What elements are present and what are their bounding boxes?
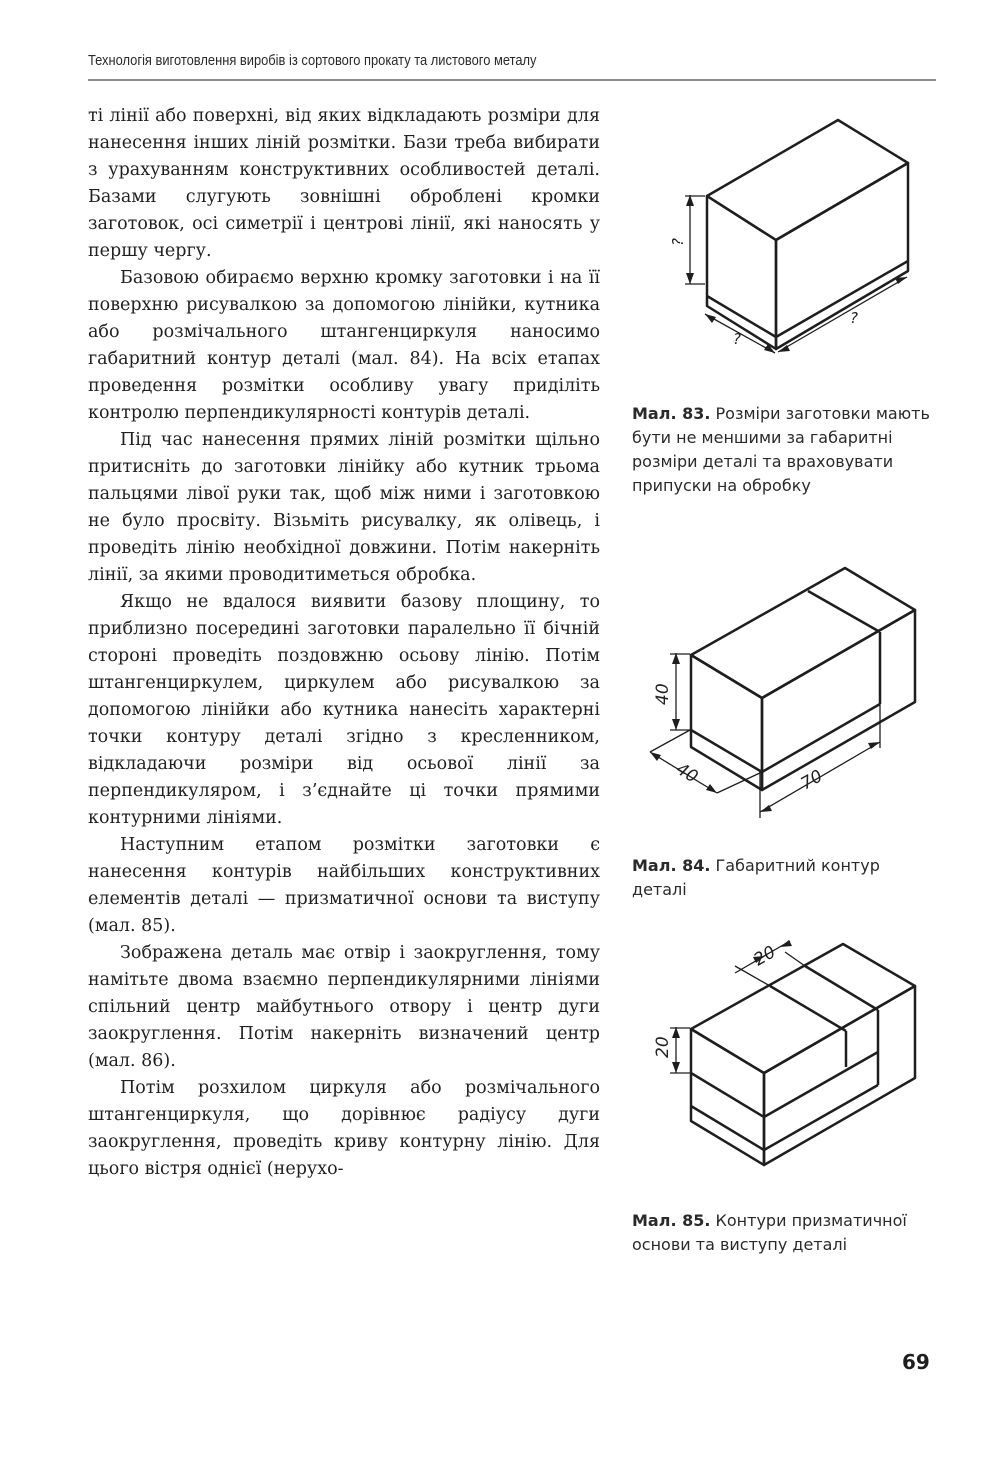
figure-84-drawing: [640, 560, 940, 830]
paragraph: Під час нанесення прямих ліній розмітки щільно притисніть до заготовки лінійку або кутник трьома пальцями лівої руки так, щоб між ними і заготовкою не було просвіту. Візьміть рисувалку, як олівець, і проведіть лінію необхідної довжини. Потім накерніть лінії, за якими проводитиметься обробка.: [88, 430, 600, 585]
header-rule: [88, 79, 936, 81]
figure-83-caption: [632, 402, 932, 498]
figure-label: Мал. 85.: [632, 1211, 711, 1230]
running-header: Технологія виготовлення виробів із сортового прокату та листового металу: [88, 52, 537, 69]
dimension-label: ?: [850, 309, 858, 327]
main-text-column: [88, 103, 600, 1183]
dimension-label: ?: [733, 330, 741, 348]
figure-84: [640, 560, 940, 830]
figure-label: Мал. 84.: [632, 856, 711, 875]
dimension-label: 40: [672, 759, 702, 788]
paragraph: ті лінії або поверхні, від яких відкладають розміри для нанесення інших ліній розмітки. Бази треба вибирати з урахуванням конструктивних особливостей деталі. Базами слугують зовнішні оброблені кромки заготовок, осі симетрії і центрові лінії, які наносять у першу чергу.: [88, 106, 600, 261]
figure-caption-text: Габаритний контур деталі: [632, 856, 880, 899]
paragraph: Зображена деталь має отвір і заокруглення, тому намітьте двома взаємно перпендикулярними лініями спільний центр майбутнього отвору і центр дуги заокруглення. Потім накерніть визначений центр (мал. 86).: [88, 943, 600, 1071]
dimension-label: 20: [653, 1036, 673, 1058]
dimension-label: 20: [750, 942, 780, 971]
dimension-label: 40: [653, 683, 673, 705]
figure-85-drawing: [640, 930, 940, 1180]
figure-label: Мал. 83.: [632, 404, 711, 423]
dimension-label: 70: [797, 766, 827, 795]
paragraph: Якщо не вдалося виявити базову площину, то приблизно посередині заготовки паралельно її бічній стороні проведіть поздовжню осьову лінію. Потім штангенциркулем, циркулем або рисувалкою за допомогою лінійки або кутника нанесіть характерні точки контуру деталі згідно з кресленником, відкладаючи розміри від осьової лінії за перпендикуляром, і з’єднайте ці точки прямими контурними лініями.: [88, 592, 600, 828]
paragraph: Наступним етапом розмітки заготовки є нанесення контурів найбільших конструктивних елементів деталі — призматичної основи та виступу (мал. 85).: [88, 835, 600, 936]
figure-caption-text: Розміри заготовки мають бути не меншими за габаритні розміри деталі та враховувати припуски на обробку: [632, 404, 930, 495]
figure-caption-text: Контури призматичної основи та виступу деталі: [632, 1211, 907, 1254]
figure-85: [640, 930, 940, 1180]
figure-83: [640, 140, 940, 370]
figure-84-caption: [632, 854, 932, 902]
paragraph: Базовою обираємо верхню кромку заготовки і на її поверхню рисувалкою за допомогою лінійки, кутника або розмічального штангенциркуля наносимо габаритний контур деталі (мал. 84). На всіх етапах проведення розмітки особливу увагу приділіть контролю перпендикулярності контурів деталі.: [88, 268, 600, 423]
figure-85-caption: [632, 1209, 932, 1257]
page-number: 69: [902, 1350, 930, 1374]
dimension-label: ?: [669, 238, 687, 246]
paragraph: Потім розхилом циркуля або розмічального штангенциркуля, що дорівнює радіусу дуги заокруглення, проведіть криву контурну лінію. Для цього вістря однієї (нерухо-: [88, 1078, 600, 1179]
figure-83-drawing: [640, 140, 940, 370]
